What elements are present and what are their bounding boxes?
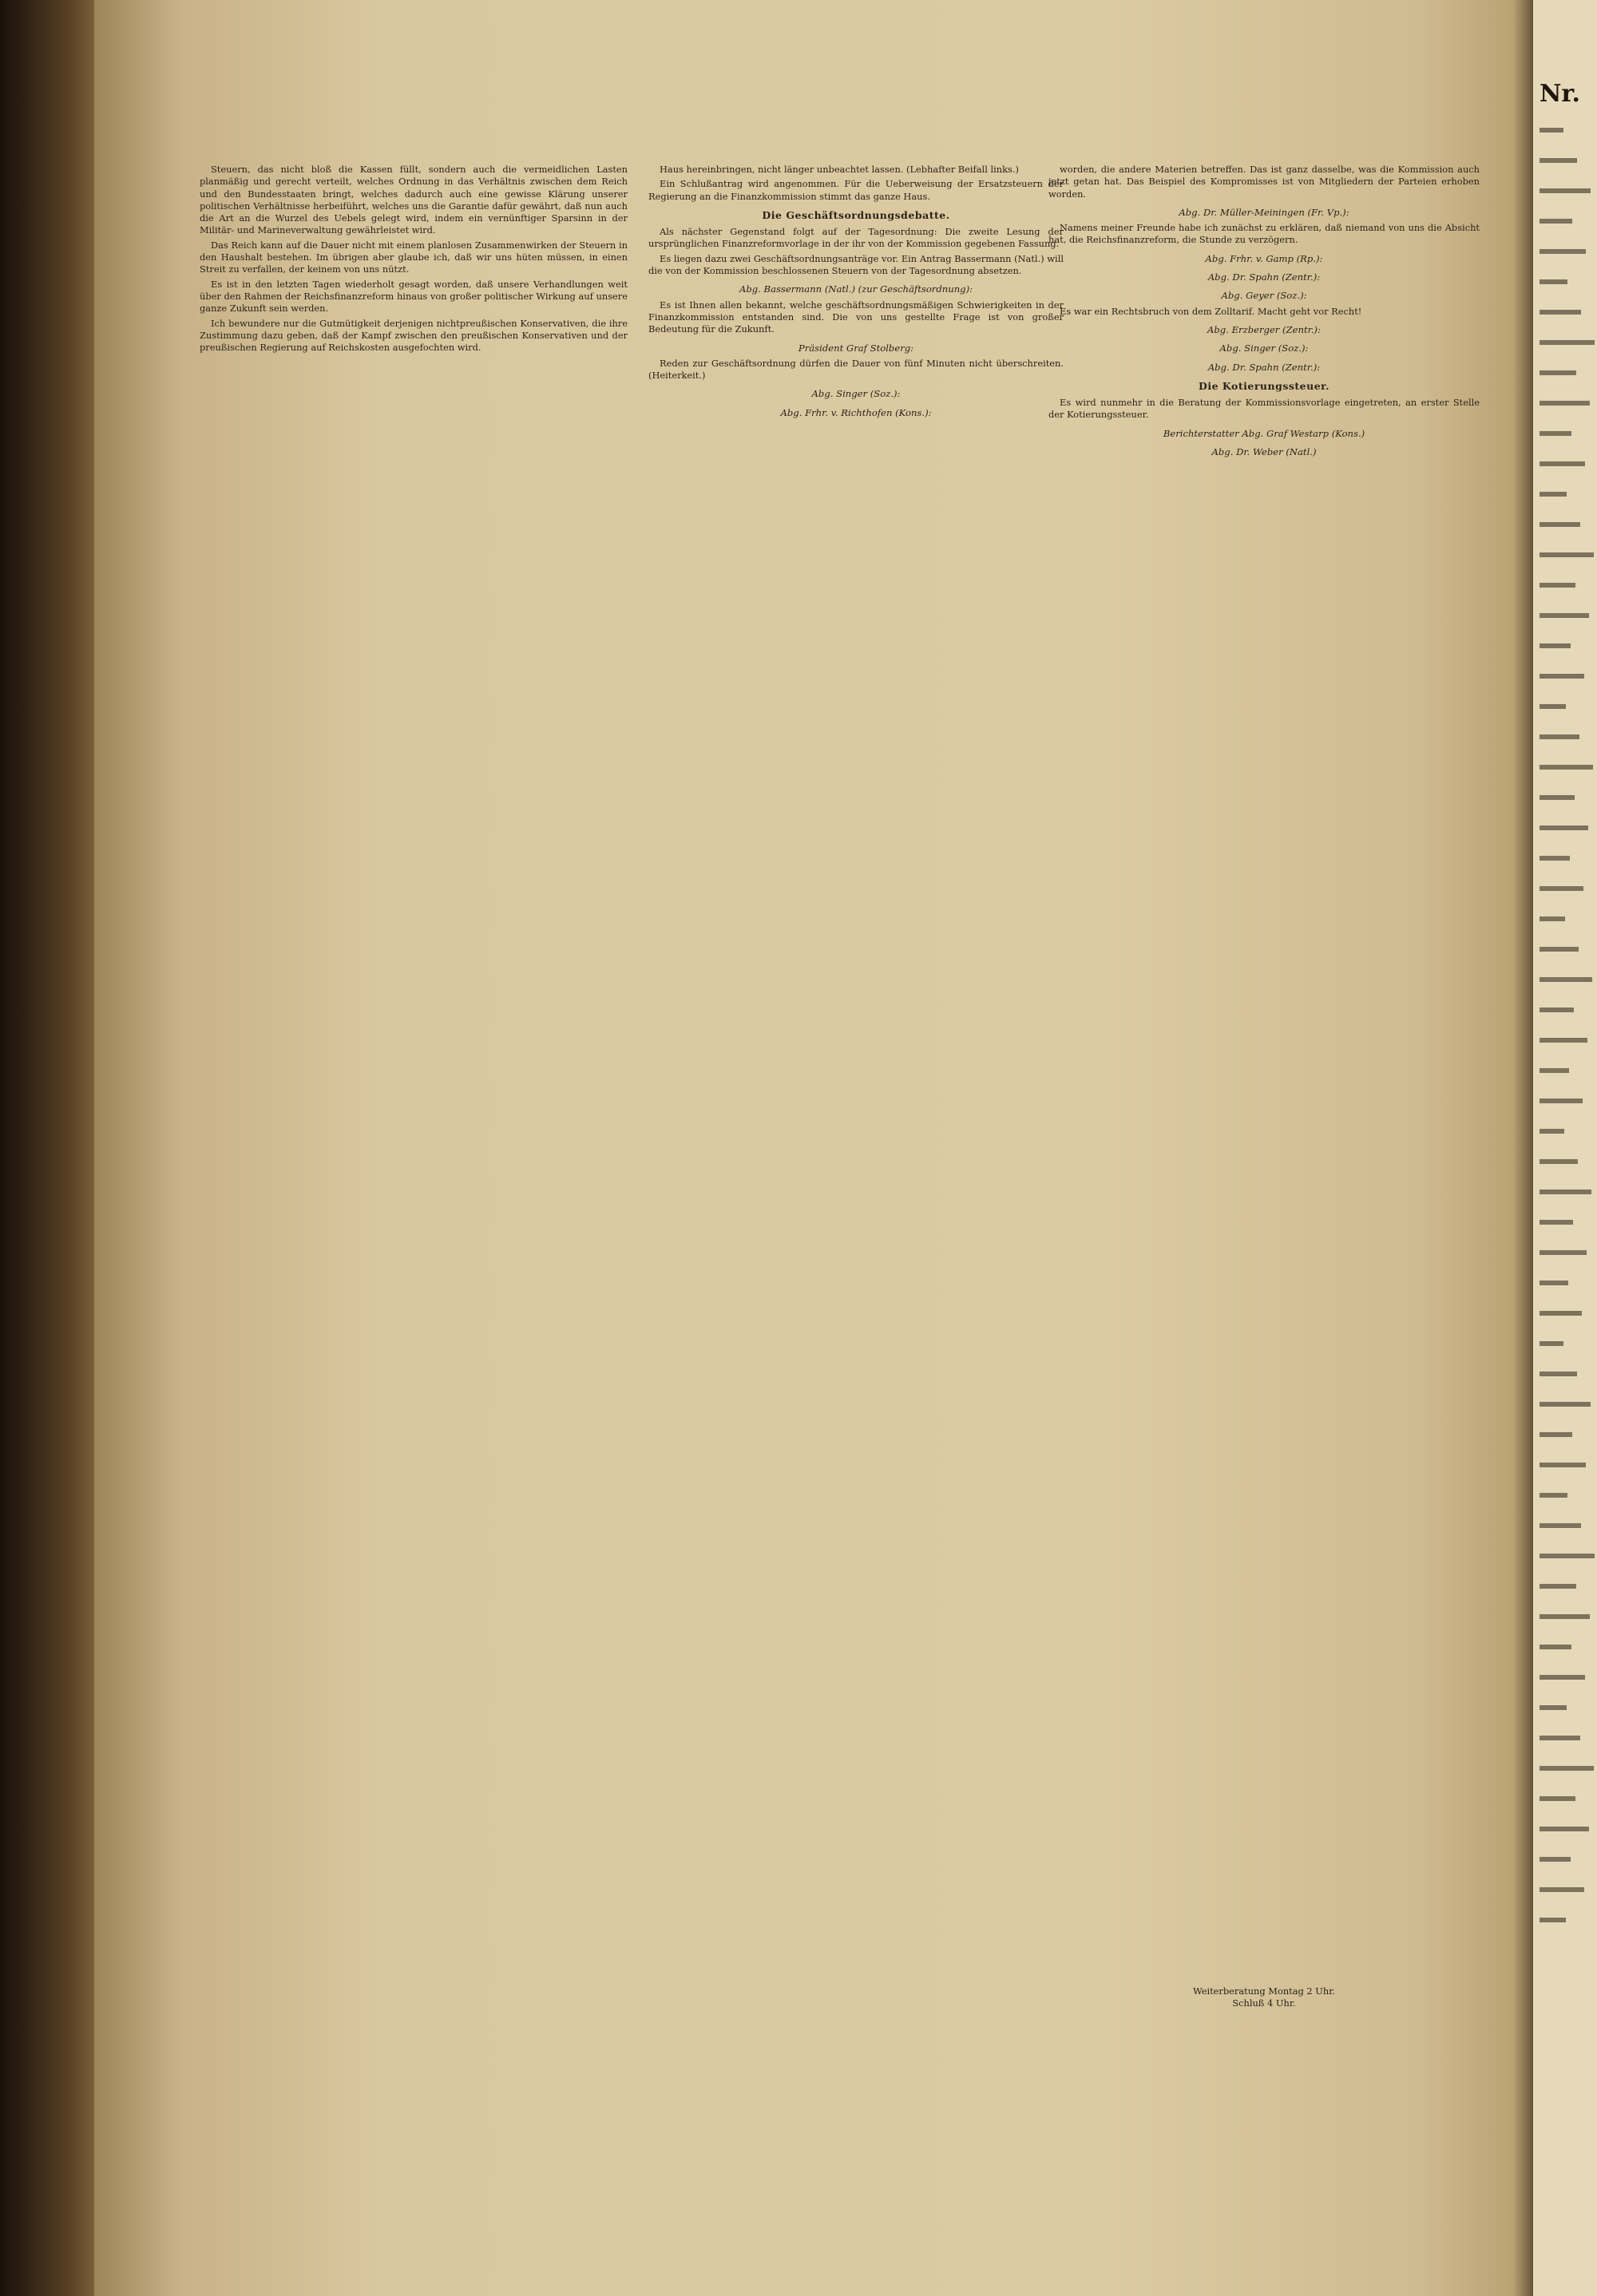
section-heading: Die Kotierungssteuer. (1199, 379, 1330, 392)
next-page-text-fragment (1540, 1614, 1590, 1619)
next-page-text-fragment (1540, 1159, 1578, 1164)
speaker-heading: Berichterstatter Abg. Graf Westarp (Kons.) (1163, 427, 1365, 439)
next-page-text-fragment (1540, 825, 1588, 830)
next-page-text-fragment (1540, 1068, 1569, 1073)
next-page-text-fragment (1540, 643, 1571, 648)
next-page-text-fragment (1540, 856, 1570, 861)
next-page-text-fragment (1540, 1766, 1594, 1771)
col2-paragraph: Es ist Ihnen allen bekannt, welche geschäftsordnungsmäßigen Schwierigkeiten in der Finanzkommission entstanden sind. Die von uns gestellte Frage ist von großer Bedeutung für die Zukunft. (648, 299, 1064, 335)
speaker-heading: Abg. Frhr. v. Richthofen (Kons.): (780, 406, 932, 418)
next-page-text-fragment (1540, 1220, 1573, 1225)
next-page-text-fragment (1540, 370, 1576, 375)
session-footer (1048, 1985, 1480, 2010)
col3-paragraph: Es wird nunmehr in die Beratung der Kommissionsvorlage eingetreten, an erster Stelle der Kotierungssteuer. (1048, 397, 1480, 421)
next-page-text-fragment (1540, 219, 1572, 224)
next-page-text-fragment (1540, 1523, 1581, 1528)
col2-paragraph: Als nächster Gegenstand folgt auf der Tagesordnung: Die zweite Lesung der ursprünglichen Finanzreformvorlage in der ihr von der Kommission gegebenen Fassung. (648, 226, 1064, 250)
next-page-text-fragment (1540, 1554, 1595, 1558)
next-page-text-fragment (1540, 1675, 1585, 1680)
book-spine (0, 0, 94, 2296)
next-page-text-fragment (1540, 1250, 1587, 1255)
next-page-text-fragment (1540, 401, 1590, 406)
next-page-text-fragment (1540, 188, 1591, 193)
next-page-text-fragment (1540, 1129, 1564, 1134)
next-page-text-fragment (1540, 613, 1589, 618)
speaker-heading: Abg. Erzberger (Zentr.): (1207, 323, 1321, 335)
next-page-text-fragment (1540, 1281, 1568, 1285)
next-page-header: Nr. (1540, 80, 1580, 108)
next-page-text-fragment (1540, 1099, 1583, 1103)
speaker-heading: Abg. Bassermann (Natl.) (zur Geschäftsordnung): (739, 283, 973, 295)
speaker-heading: Abg. Frhr. v. Gamp (Rp.): (1205, 252, 1323, 264)
closing-line: Schluß 4 Uhr. (1232, 1997, 1296, 2009)
next-page-text-fragment (1540, 1887, 1584, 1892)
next-page-text-fragment (1540, 795, 1575, 800)
next-page-text-fragment (1540, 1038, 1587, 1043)
column-2 (648, 164, 1064, 2024)
next-page-text-fragment (1540, 310, 1581, 315)
next-page-text-fragment (1540, 947, 1579, 952)
speaker-heading: Abg. Dr. Spahn (Zentr.): (1207, 271, 1321, 283)
col1-paragraph: Das Reich kann auf die Dauer nicht mit einem planlosen Zusammenwirken der Steuern in den Haushalt bestehen. Im übrigen aber glaube ich, daß wir uns hüten müssen, in einen Streit zu verfallen, der keinem von uns nützt. (200, 239, 628, 275)
next-page-text-fragment (1540, 552, 1594, 557)
next-page-text-fragment (1540, 583, 1575, 588)
col2-paragraph: Haus hereinbringen, nicht länger unbeachtet lassen. (Lebhafter Beifall links.) (660, 164, 1019, 175)
next-page-text-fragment (1540, 1736, 1580, 1740)
col1-paragraph: Es ist in den letzten Tagen wiederholt gesagt worden, daß unsere Verhandlungen weit über den Rahmen der Reichsfinanzreform hinaus von großer politischer Wirkung auf unsere ganze Zukunft sein werden. (200, 278, 628, 315)
col2-paragraph: Es liegen dazu zwei Geschäftsordnungsanträge vor. Ein Antrag Bassermann (Natl.) will die von der Kommission beschlossenen Steuern von der Tagesordnung absetzen. (648, 252, 1064, 277)
column-1 (200, 164, 628, 2024)
next-page-text-fragment (1540, 431, 1571, 436)
next-page-text-fragment (1540, 249, 1586, 254)
next-page-text-fragment (1540, 522, 1580, 527)
speaker-heading: Abg. Dr. Müller-Meiningen (Fr. Vp.): (1179, 206, 1349, 218)
next-page-text-fragment (1540, 1341, 1563, 1346)
speaker-heading: Abg. Singer (Soz.): (1219, 342, 1309, 354)
col3-paragraph: Es war ein Rechtsbruch von dem Zolltarif. Macht geht vor Recht! (1060, 305, 1362, 317)
next-page-text-fragment (1540, 1463, 1586, 1467)
next-page-text-fragment (1540, 1372, 1577, 1376)
next-page-text-fragment (1540, 1796, 1575, 1801)
next-page-text-fragment (1540, 1432, 1572, 1437)
next-page-text-fragment (1540, 734, 1579, 739)
next-page-text-fragment (1540, 916, 1565, 921)
col2-paragraph: Reden zur Geschäftsordnung dürfen die Dauer von fünf Minuten nicht überschreiten. (Heiterkeit.) (648, 357, 1064, 382)
next-page-text-fragment (1540, 1007, 1574, 1012)
col3-paragraph: worden, die andere Materien betreffen. Das ist ganz dasselbe, was die Kommission auch jetzt getan hat. Das Beispiel des Kompromisses ist von Mitgliedern der Parteien erhoben worden. (1048, 164, 1480, 200)
next-page-text-fragment (1540, 1857, 1571, 1862)
section-heading: Die Geschäftsordnungsdebatte. (762, 208, 950, 221)
column-3 (1048, 164, 1480, 2024)
speaker-heading: Abg. Dr. Weber (Natl.) (1211, 446, 1317, 458)
next-page-text-fragment (1540, 1311, 1582, 1316)
next-page-text-fragment (1540, 1705, 1567, 1710)
next-page-text-fragment (1540, 1402, 1591, 1407)
page-gutter-shadow (1513, 0, 1533, 2296)
next-page-text-fragment (1540, 674, 1584, 679)
speaker-heading: Abg. Singer (Soz.): (811, 388, 901, 400)
next-page-text-fragment (1540, 461, 1585, 466)
next-page-text-fragment (1540, 1918, 1566, 1922)
next-page-text-fragment (1540, 1584, 1576, 1589)
next-page-text-fragment (1540, 158, 1577, 163)
next-session-line: Weiterberatung Montag 2 Uhr. (1192, 1985, 1336, 1997)
next-page-text-fragment (1540, 128, 1563, 133)
next-page-text-fragment (1540, 1645, 1571, 1649)
speaker-heading: Abg. Geyer (Soz.): (1221, 290, 1307, 302)
next-page-text-fragment (1540, 492, 1567, 497)
speaker-heading: Präsident Graf Stolberg: (798, 342, 914, 354)
next-page-text-fragment (1540, 1190, 1591, 1194)
next-page-text-fragment (1540, 1827, 1589, 1831)
next-page-text-fragment (1540, 977, 1592, 982)
next-page-text-fragment (1540, 704, 1566, 709)
next-page-text-fragment (1540, 1493, 1567, 1498)
col2-paragraph: Ein Schlußantrag wird angenommen. Für die Ueberweisung der Ersatzsteuern der Regierung an die Finanzkommission stimmt das ganze Haus. (648, 178, 1064, 202)
col1-paragraph: Ich bewundere nur die Gutmütigkeit derjenigen nichtpreußischen Konservativen, die ihre Zustimmung dazu geben, daß der Kampf zwischen den preußischen Konservativen und der preußischen Regierung auf Reichskosten ausgefochten wird. (200, 317, 628, 354)
col1-paragraph: Steuern, das nicht bloß die Kassen füllt, sondern auch die vermeidlichen Lasten planmäßig und gerecht verteilt, welches Ordnung in das Verhältnis zwischen dem Reich und den Bundesstaaten bringt, welches dadurch auch eine gewisse Klärung unserer politischen Verhältnisse herbeiführt, welches uns die Garantie dafür gewährt, daß nun auch die Art an die Wurzel des Uebels gelegt wird, indem ein vernünftiger Sparsinn in der Militär- und Marineverwaltung gewährleistet wird. (200, 164, 628, 236)
next-page-edge (1533, 0, 1597, 2296)
next-page-text-fragment (1540, 765, 1593, 770)
next-page-text-fragment (1540, 886, 1583, 891)
speaker-heading: Abg. Dr. Spahn (Zentr.): (1207, 361, 1321, 373)
next-page-text-fragment (1540, 279, 1567, 284)
next-page-text-fragment (1540, 340, 1595, 345)
col3-paragraph: Namens meiner Freunde habe ich zunächst zu erklären, daß niemand von uns die Absicht hat, die Reichsfinanzreform, die Stunde zu verzögern. (1048, 222, 1480, 246)
